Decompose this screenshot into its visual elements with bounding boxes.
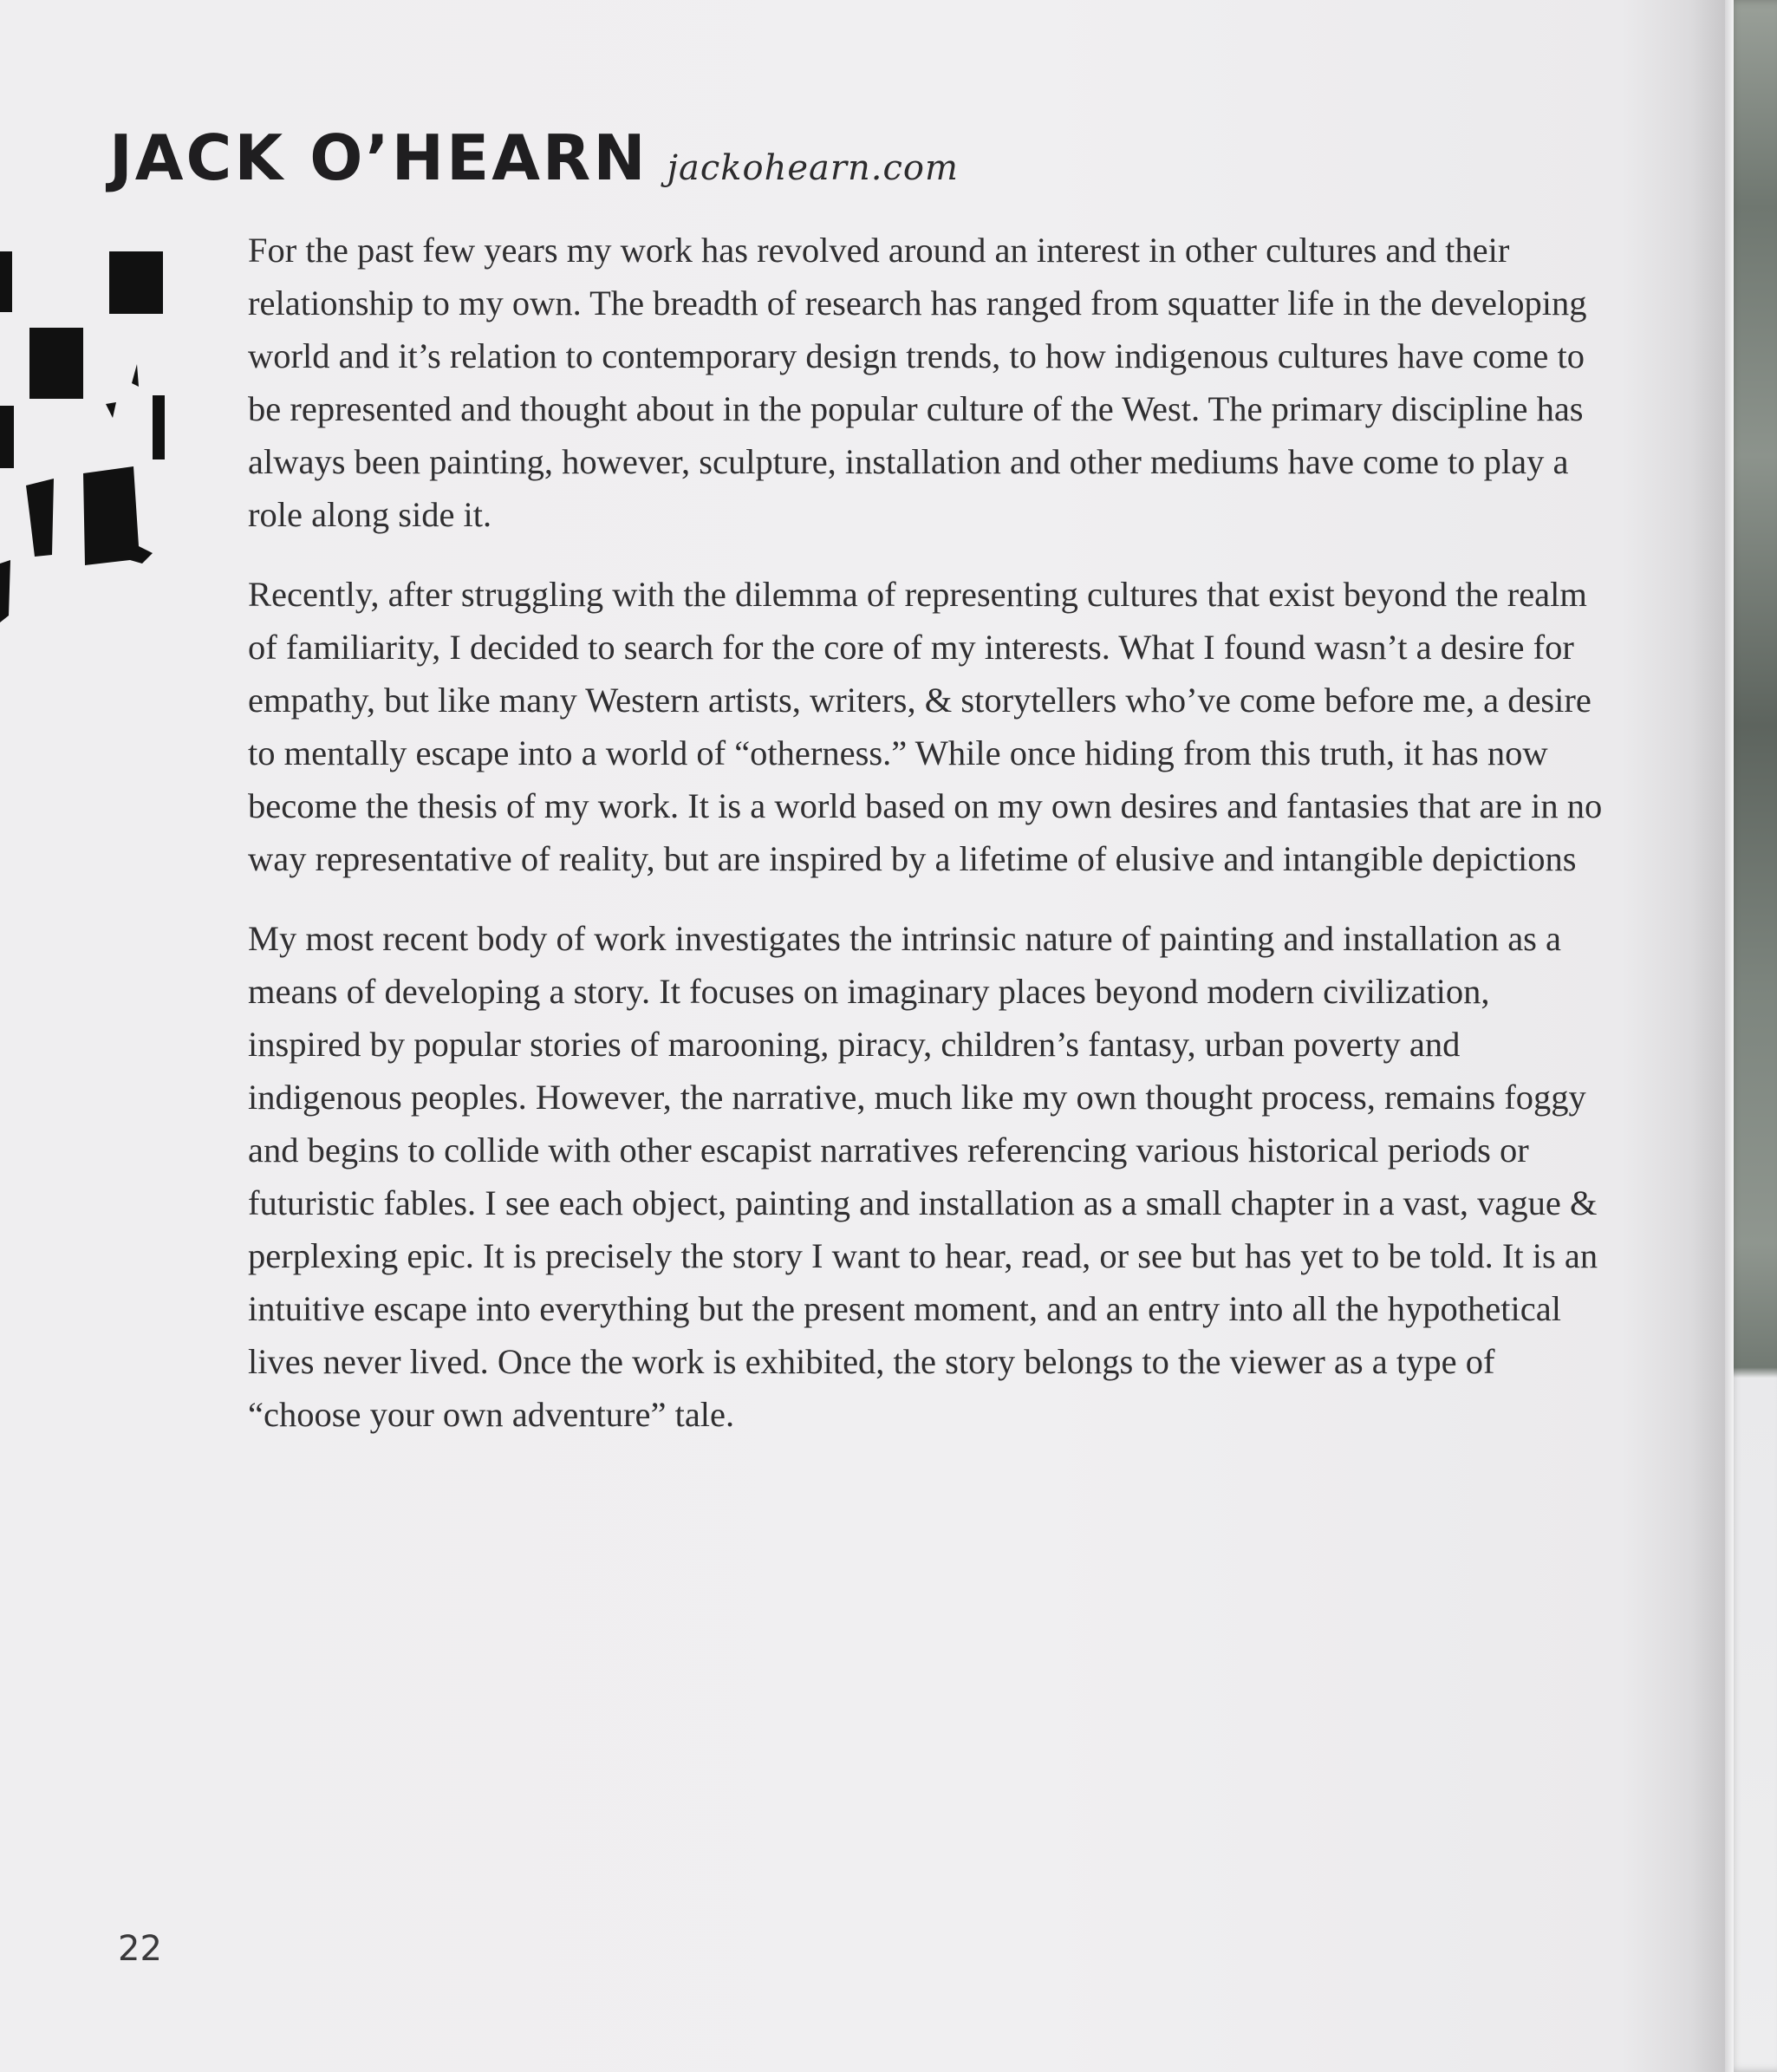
paragraph-2: Recently, after struggling with the dilemma of representing cultures that exist beyond the realm of familiarity, I decided to search for the core of my interests. What I found wasn’t a desire for empathy, but like many Western artists, writers, & storytellers who’ve come before me, a desire to mentally escape into a world of “otherness.” While once hiding from this truth, it has now become the thesis of my work. It is a world based on my own desires and fantasies that are in no way representative of reality, but are inspired by a lifetime of elusive and intangible depictions	[248, 575, 1603, 878]
artist-header	[109, 121, 959, 194]
artist-website: jackohearn.com	[667, 148, 959, 188]
statement-body	[248, 224, 1609, 1468]
facing-page-edge	[1725, 0, 1777, 2072]
page-number: 22	[118, 1929, 162, 1969]
paragraph-3: My most recent body of work investigates the intrinsic nature of painting and installation as a means of developing a story. It focuses on imaginary places beyond modern civilization, inspired by popular stories of marooning, piracy, children’s fantasy, urban poverty and indigenous peoples. However, the narrative, much like my own thought process, remains foggy and begins to collide with other escapist narratives referencing various historical periods or futuristic fables. I see each object, painting and installation as a small chapter in a vast, vague & perplexing epic. It is precisely the story I want to hear, read, or see but has yet to be told. It is an intuitive escape into everything but the present moment, and an entry into all the hypothetical lives never lived. Once the work is exhibited, the story belongs to the viewer as a type of “choose your own adventure” tale.	[248, 919, 1598, 1434]
paragraph-1: For the past few years my work has revolved around an interest in other cultures and their relationship to my own. The breadth of research has ranged from squatter life in the developing world and it’s relation to contemporary design trends, to how indigenous cultures have come to be represented and thought about in the popular culture of the West. The primary discipline has always been painting, however, sculpture, installation and other mediums have come to play a role along side it.	[248, 231, 1587, 534]
artist-name: JACK O’HEARN	[109, 121, 648, 194]
abstract-black-squares-icon	[0, 234, 173, 633]
